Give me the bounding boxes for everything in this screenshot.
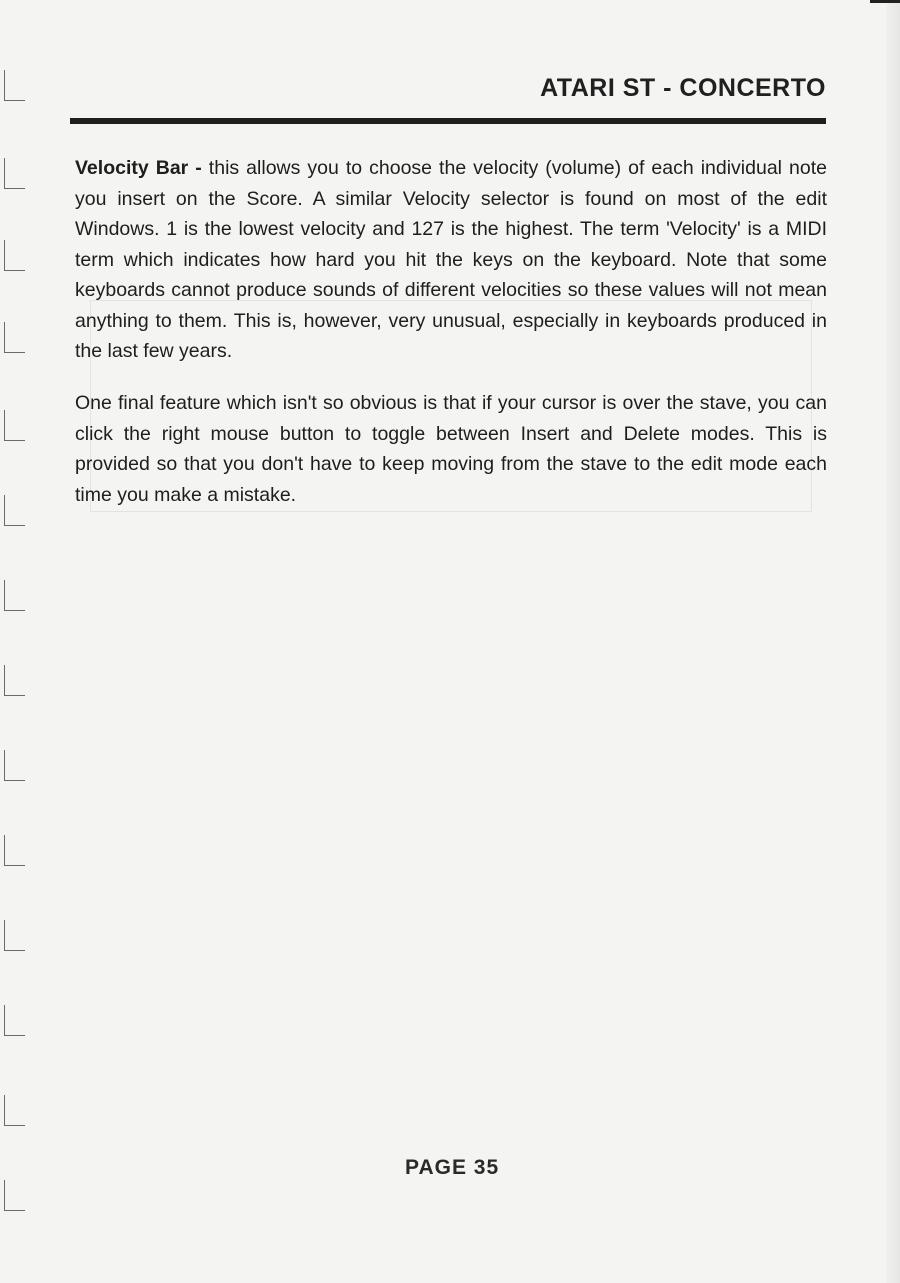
binder-hole-mark [4, 750, 25, 781]
paragraph-velocity-bar [75, 153, 827, 367]
binder-hole-mark [4, 158, 25, 189]
binder-hole-mark [4, 70, 25, 101]
page-number: PAGE 35 [405, 1156, 500, 1179]
paragraph-text: One final feature which isn't so obvious is that if your cursor is over the stave, you can click the right mouse button to toggle between Insert and Delete modes. This is provided so that you don't have to keep moving from the stave to the edit mode each time you make a mistake. [75, 392, 827, 506]
page-edge-shadow [886, 0, 900, 1283]
binder-hole-mark [4, 1180, 25, 1211]
header-rule [70, 118, 826, 124]
paragraph-final-feature [75, 388, 827, 510]
binder-hole-mark [4, 240, 25, 271]
page-header-title: ATARI ST - CONCERTO [540, 74, 826, 102]
binder-hole-mark [4, 1005, 25, 1036]
corner-mark [870, 0, 900, 3]
binder-hole-mark [4, 1095, 25, 1126]
binder-hole-mark [4, 495, 25, 526]
binder-hole-mark [4, 835, 25, 866]
binder-hole-mark [4, 580, 25, 611]
binder-hole-mark [4, 322, 25, 353]
binder-hole-mark [4, 665, 25, 696]
paragraph-lead-term: Velocity Bar - [75, 157, 202, 179]
binder-hole-mark [4, 410, 25, 441]
binder-hole-mark [4, 920, 25, 951]
paragraph-text: this allows you to choose the velocity (volume) of each individual note you insert on the Score. A similar Velocity selector is found on most of the edit Windows. 1 is the lowest velocity and 127 is the highest. The term 'Velocity' is a MIDI term which indicates how hard you hit the keys on the keyboard. Note that some keyboards cannot produce sounds of different velocities so these values will not mean anything to them. This is, however, very unusual, especially in keyboards produced in the last few years. [75, 157, 827, 362]
